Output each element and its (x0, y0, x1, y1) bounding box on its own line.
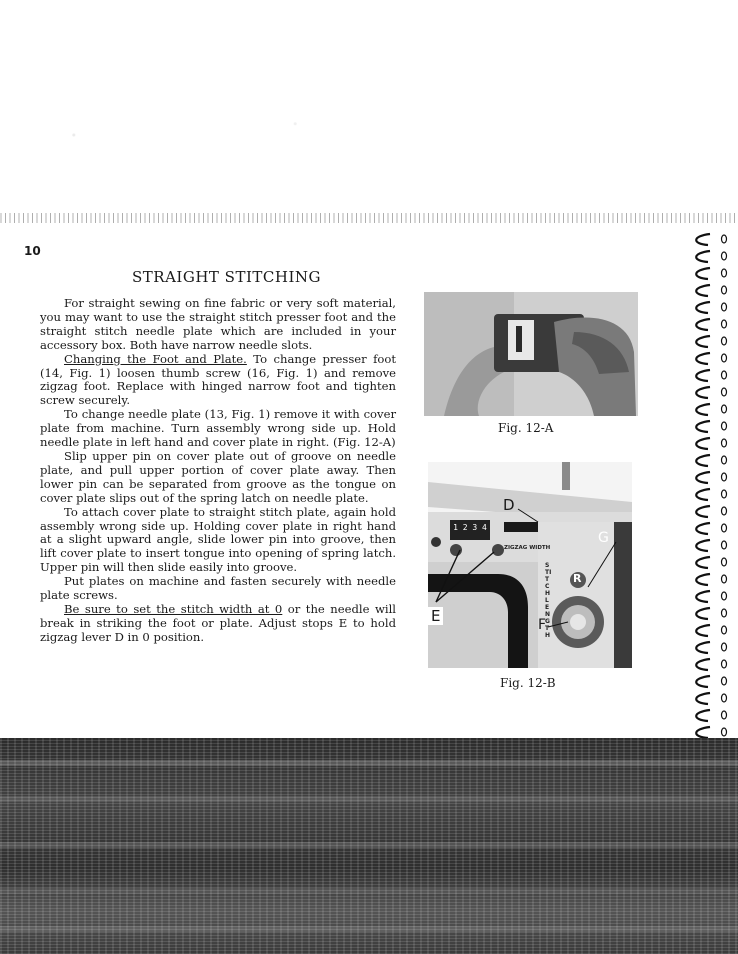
stitch-length-label: STITCH LENGTH (545, 562, 552, 639)
spiral-hole (722, 439, 727, 447)
spiral-coil (696, 625, 710, 636)
spiral-coil (696, 676, 710, 687)
spiral-hole (722, 303, 727, 311)
spiral-hole (722, 269, 727, 277)
spiral-hole (722, 694, 727, 702)
figure-12b-image (428, 462, 632, 668)
dial-numbers: 1 2 3 4 (453, 523, 487, 532)
spiral-hole (722, 558, 727, 566)
figure-12a-caption: Fig. 12-A (498, 421, 554, 435)
paragraph-changing-foot (40, 353, 396, 409)
paragraph-intro: For straight sewing on fine fabric or very soft material, you may want to use the straight stitch presser foot and the straight stitch needle plate which are included in your accessory box. Both have narrow needle slots. (40, 296, 396, 352)
spiral-coil (696, 251, 710, 262)
spiral-hole (722, 286, 727, 294)
spiral-coil (696, 659, 710, 670)
spiral-hole (722, 626, 727, 634)
label-g: G (598, 530, 609, 546)
spiral-hole (722, 235, 727, 243)
warning-stitch-width: Be sure to set the stitch width at 0 (64, 601, 283, 616)
spiral-coil (696, 727, 710, 738)
paragraph-attach-cover: To attach cover plate to straight stitch plate, again hold assembly wrong side up. Holding cover plate in right hand at a slight upward angle, slide lower pin into groove, then lift cover plate to insert tongue into opening of spring latch. Upper pin will then slide easily into groove. (40, 504, 396, 575)
figure-12a-image (424, 292, 638, 416)
label-d: D (503, 496, 515, 514)
paragraph-stitch-width-warning (40, 603, 396, 645)
paragraph-slip-pin: Slip upper pin on cover plate out of groove on needle plate, and pull upper portion of cover plate away. Then lower pin can be separated from groove as the tongue on cover plate slips out of the spring latch on needle plate. (40, 448, 396, 505)
spiral-hole (722, 405, 727, 413)
label-r: R (573, 572, 582, 585)
spiral-coil (696, 506, 710, 517)
spiral-coil (696, 285, 710, 296)
spiral-hole (722, 320, 727, 328)
heading-changing-foot: Changing the Foot and Plate. (64, 351, 247, 366)
spiral-coil (696, 336, 710, 347)
spiral-hole (722, 711, 727, 719)
spiral-coil (696, 455, 710, 466)
paragraph-fasten-plates: Put plates on machine and fasten securely with needle plate screws. (40, 574, 396, 603)
spiral-hole (722, 456, 727, 464)
label-e: E (428, 607, 443, 625)
spiral-hole (722, 371, 727, 379)
spiral-hole (722, 728, 727, 736)
spiral-coil (696, 523, 710, 534)
spiral-coil (696, 472, 710, 483)
zigzag-width-label: ZIGZAG WIDTH (504, 545, 551, 551)
spiral-hole (722, 252, 727, 260)
spiral-coil (696, 710, 710, 721)
spiral-hole (722, 660, 727, 668)
spiral-hole (722, 422, 727, 430)
spiral-hole (722, 388, 727, 396)
spiral-hole (722, 354, 727, 362)
spiral-hole (722, 677, 727, 685)
spiral-coil (696, 421, 710, 432)
spiral-coil (696, 489, 710, 500)
spiral-hole (722, 337, 727, 345)
figure-12b-caption: Fig. 12-B (500, 676, 556, 690)
spiral-hole (722, 541, 727, 549)
spiral-hole (722, 524, 727, 532)
page-title: STRAIGHT STITCHING (132, 268, 321, 286)
top-margin (0, 0, 738, 225)
page-number: 10 (24, 244, 41, 258)
paragraph-needle-plate: To change needle plate (13, Fig. 1) remove it with cover plate from machine. Turn assembly wrong side up. Hold needle plate in left hand and cover plate in right. (Fig. 12-A) (40, 407, 396, 450)
spiral-coil (696, 302, 710, 313)
spiral-coil (696, 557, 710, 568)
body-text (40, 297, 396, 645)
spiral-coil (696, 608, 710, 619)
spiral-hole (722, 609, 727, 617)
top-edge-rule (0, 213, 738, 223)
label-f: F (538, 617, 547, 633)
spiral-hole (722, 575, 727, 583)
spiral-hole (722, 643, 727, 651)
spiral-coil (696, 404, 710, 415)
spiral-coil (696, 370, 710, 381)
bottom-dark-scan-band (0, 738, 738, 954)
spiral-hole (722, 592, 727, 600)
spiral-hole (722, 507, 727, 515)
spiral-coil (696, 387, 710, 398)
spiral-coil (696, 693, 710, 704)
spiral-coil (696, 591, 710, 602)
spiral-coil (696, 319, 710, 330)
paragraph-changing-foot-text: To change presser foot (14, Fig. 1) loosen thumb screw (16, Fig. 1) and remove zigzag foot. Replace with hinged narrow foot and tighten screw securely. (40, 351, 397, 408)
spiral-hole (722, 490, 727, 498)
spiral-coil (696, 540, 710, 551)
spiral-coil (696, 234, 710, 245)
spiral-binding-decoration (688, 228, 736, 738)
spiral-coil (696, 268, 710, 279)
spiral-coil (696, 574, 710, 585)
spiral-coil (696, 642, 710, 653)
warning-stitch-width-text: or the needle will break in striking the foot or plate. Adjust stops E to hold zigzag lever D in 0 position. (40, 601, 396, 644)
spiral-coil (696, 438, 710, 449)
spiral-hole (722, 473, 727, 481)
spiral-coil (696, 353, 710, 364)
